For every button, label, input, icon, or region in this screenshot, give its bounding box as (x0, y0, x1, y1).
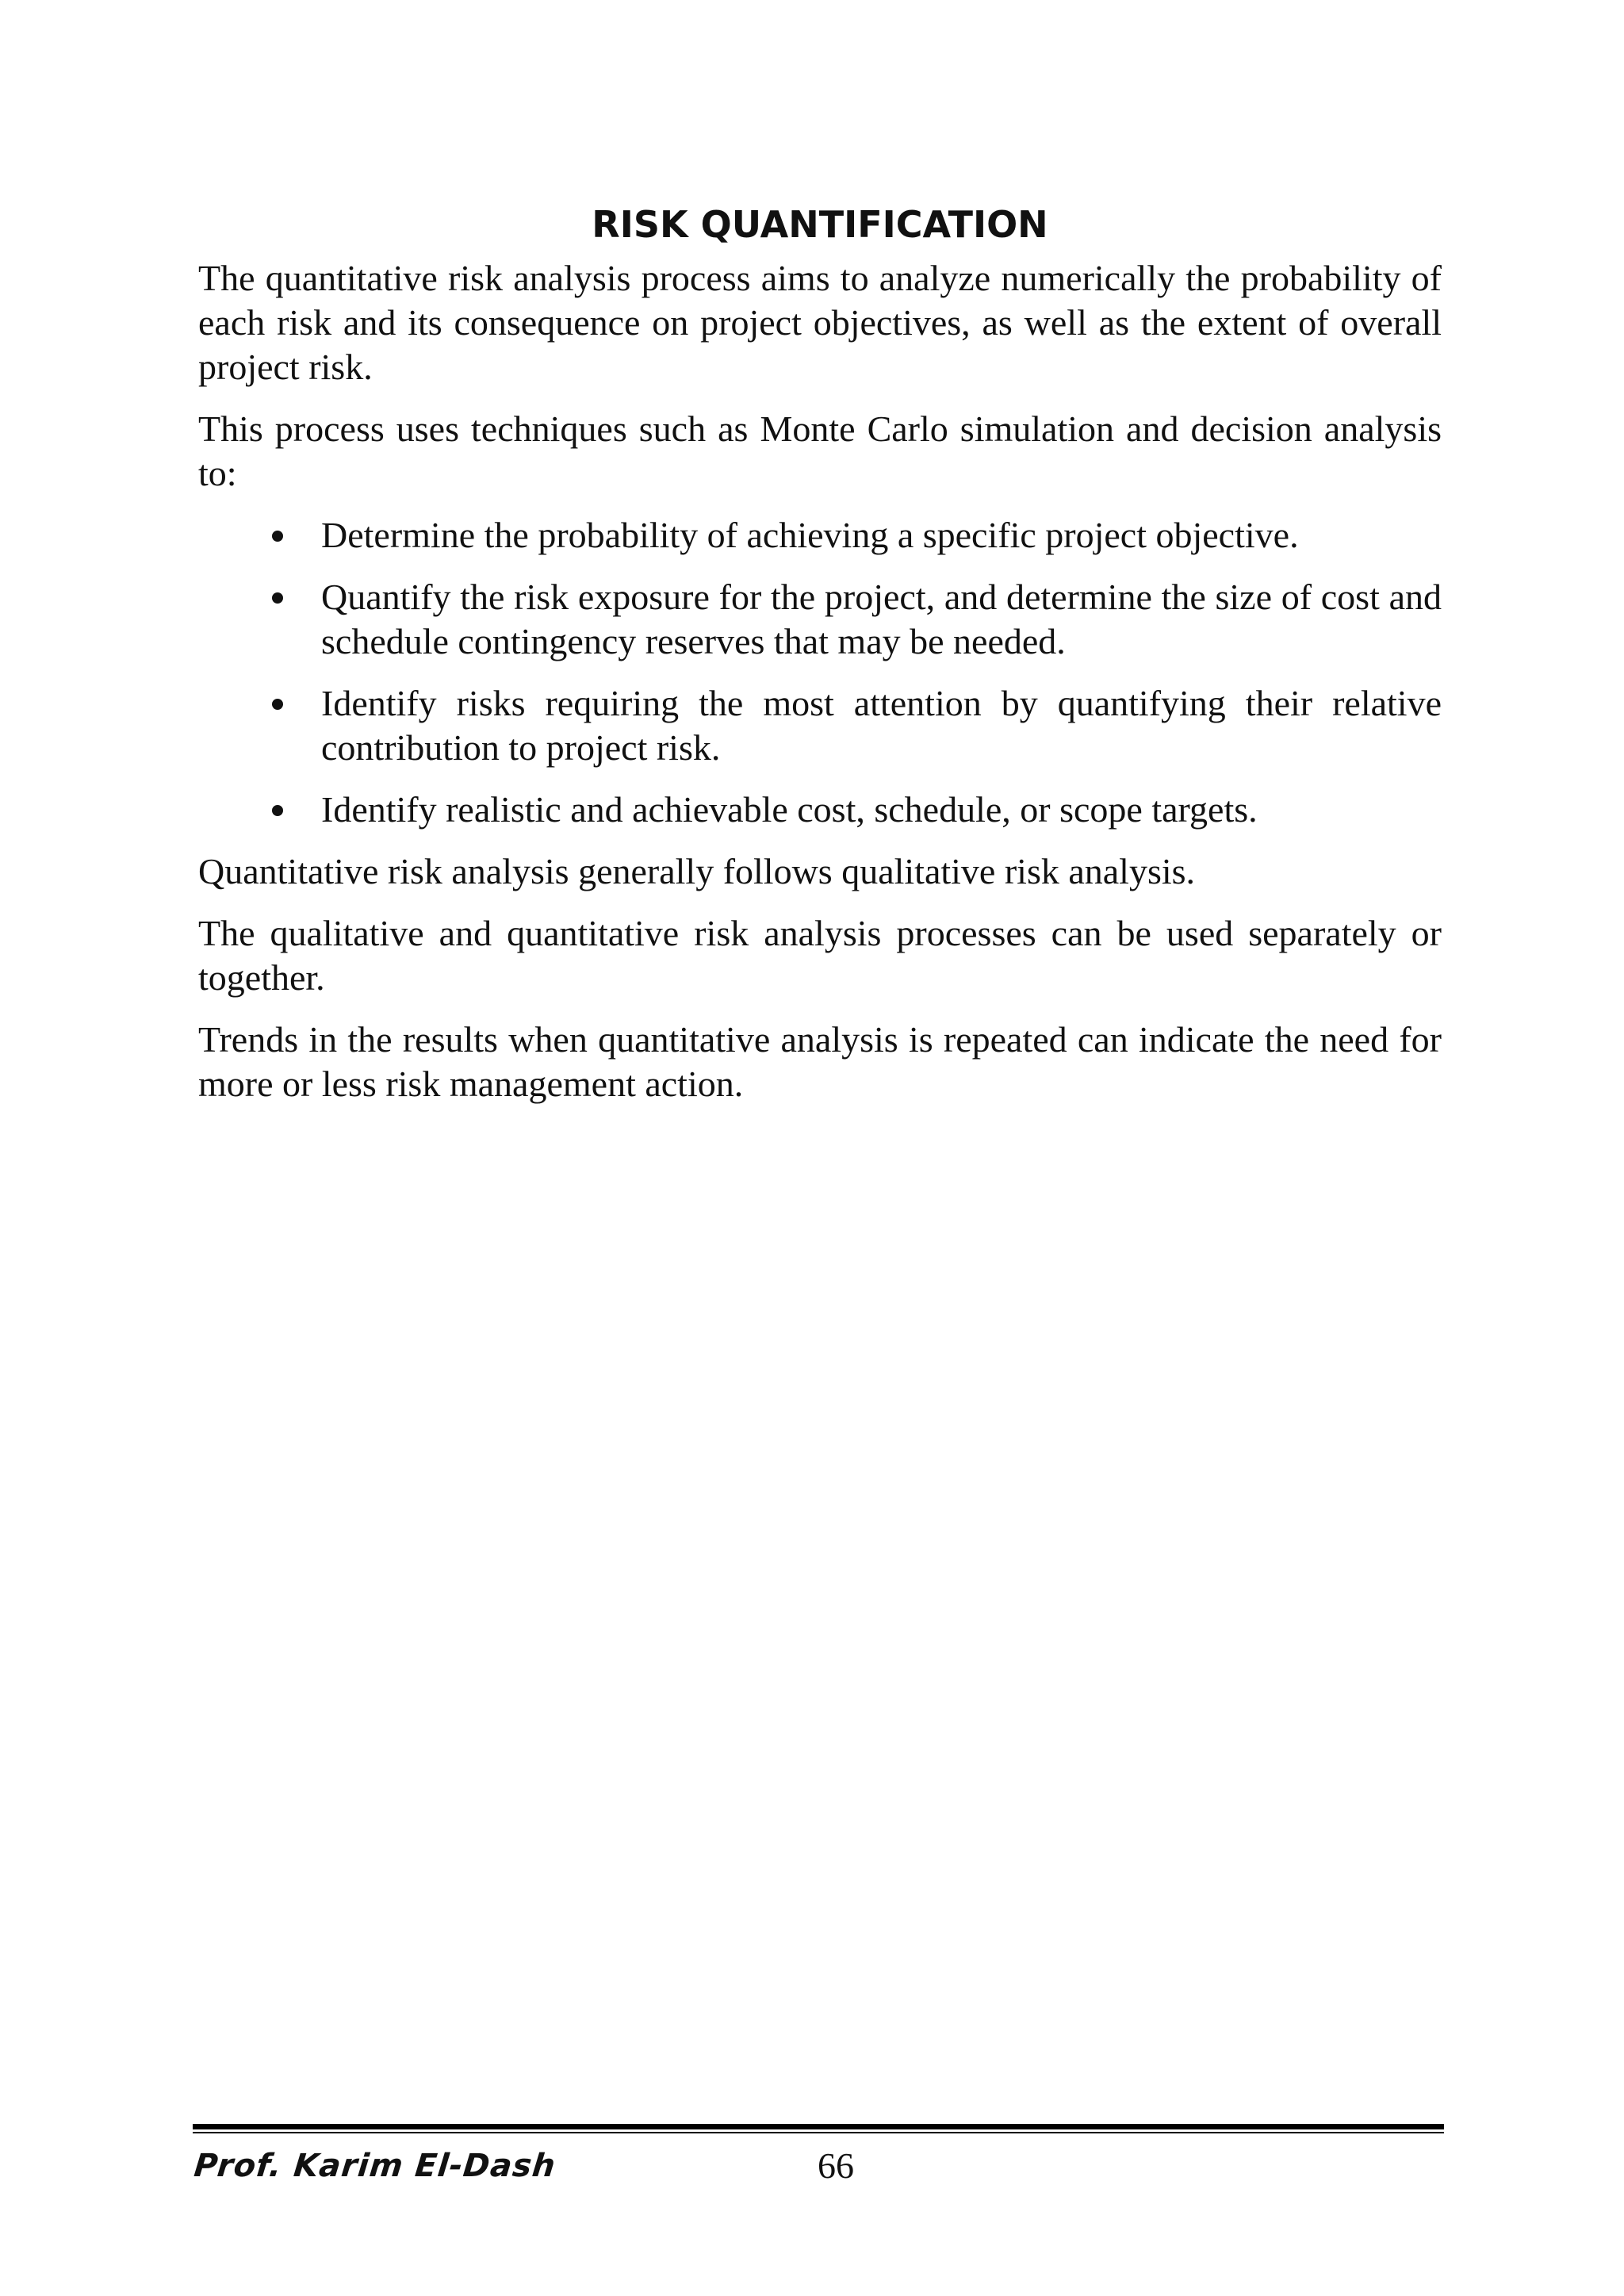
footer-divider-thin (193, 2132, 1444, 2133)
intro-paragraph: The quantitative risk analysis process aims to analyze numerically the probability of each risk and its consequence on project objectives, as well as the extent of overall project risk. (198, 258, 1442, 387)
footer-divider (193, 2124, 1444, 2129)
list-item (198, 681, 1442, 770)
page-body (198, 194, 1442, 1124)
list-item-text: Identify realistic and achievable cost, schedule, or scope targets. (321, 789, 1258, 830)
list-item-text: Identify risks requiring the most attention by quantifying their relative contribution to project risk. (321, 683, 1442, 768)
techniques-paragraph: This process uses techniques such as Monte Carlo simulation and decision analysis to: (198, 408, 1442, 493)
bullet-icon (272, 805, 283, 816)
page-number: 66 (818, 2145, 854, 2186)
list-item (198, 575, 1442, 664)
list-item-text: Quantify the risk exposure for the project, and determine the size of cost and schedule contingency reserves that may be needed. (321, 577, 1442, 661)
list-item (198, 513, 1442, 558)
combination-paragraph: The qualitative and quantitative risk analysis processes can be used separately or together. (198, 913, 1442, 998)
list-item-text: Determine the probability of achieving a specific project objective. (321, 515, 1299, 555)
bullet-icon (272, 592, 283, 604)
bullet-icon (272, 699, 283, 710)
sequence-paragraph: Quantitative risk analysis generally follows qualitative risk analysis. (198, 851, 1196, 891)
bullet-list (198, 513, 1442, 832)
page-footer (192, 2124, 1444, 2186)
trends-paragraph: Trends in the results when quantitative analysis is repeated can indicate the need for more or less risk management action. (198, 1019, 1442, 1104)
list-item (198, 788, 1442, 832)
bullet-icon (272, 531, 283, 542)
page-title: RISK QUANTIFICATION (592, 203, 1048, 246)
footer-author: Prof. Karim El-Dash (192, 2148, 558, 2184)
